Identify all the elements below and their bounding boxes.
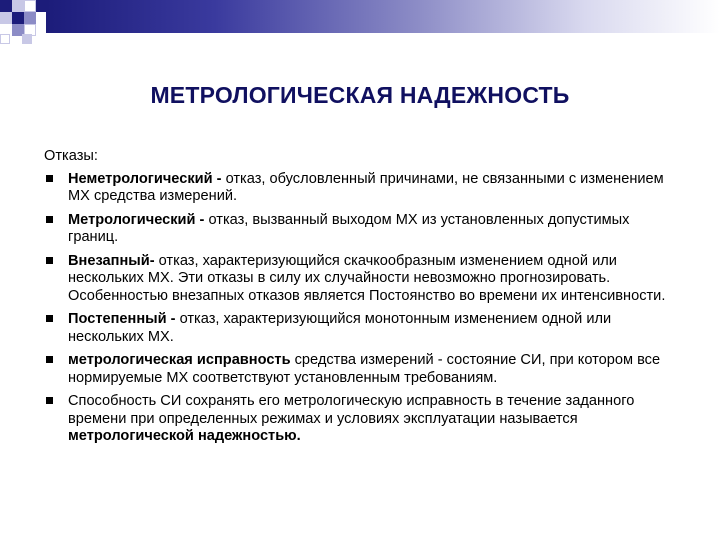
list-item — [44, 212, 680, 247]
slide-title: МЕТРОЛОГИЧЕСКАЯ НАДЕЖНОСТЬ — [150, 82, 570, 108]
slide-content — [44, 148, 680, 452]
header-gradient-bar — [46, 0, 720, 33]
decor-square — [24, 12, 36, 24]
decor-square — [12, 0, 24, 12]
list-item — [44, 253, 680, 306]
square-bullet-icon — [46, 315, 53, 322]
bullet-list — [44, 171, 680, 446]
decor-square — [24, 0, 36, 12]
decor-square — [36, 0, 46, 12]
definition-text: отказ, обусловленный причинами, не связанными с изменением МХ средства измерений. — [68, 170, 664, 204]
square-bullet-icon — [46, 216, 53, 223]
term-label: метрологическая исправность — [68, 352, 295, 368]
list-item — [44, 352, 680, 387]
intro-text: Отказы: — [44, 148, 98, 164]
term-label: Метрологический - — [68, 211, 209, 228]
definition-text: отказ, характеризующийся монотонным изменением одной или нескольких МХ. — [68, 311, 612, 345]
list-item — [44, 393, 680, 446]
decor-square — [0, 34, 10, 44]
square-bullet-icon — [46, 175, 53, 182]
decor-square — [22, 34, 32, 44]
header-decoration — [0, 0, 720, 46]
term-label: Неметрологический - — [68, 170, 226, 187]
square-bullet-icon — [46, 356, 53, 363]
definition-text: отказ, характеризующийся скачкообразным изменением одной или нескольких МХ. Эти отказы в силу их случайности невозможно прогнозировать. Особенностью внезапных отказов является Постоянство во времени их интенсивности. — [68, 252, 666, 304]
decor-square — [12, 12, 24, 24]
list-item — [44, 171, 680, 206]
definition-text: Способность СИ сохранять его метрологическую исправность в течение заданного времени при определенных режимах и условиях эксплуатации называется — [68, 393, 635, 427]
decor-square — [0, 12, 12, 24]
term-label: Постепенный - — [68, 311, 180, 327]
definition-text: отказ, вызванный выходом МХ из установленных допустимых границ. — [68, 211, 630, 245]
term-label: метрологической надежностью. — [68, 428, 301, 444]
square-bullet-icon — [46, 397, 53, 404]
square-bullet-icon — [46, 257, 53, 264]
term-label: Внезапный- — [68, 252, 159, 269]
decor-square — [0, 0, 12, 12]
list-item — [44, 311, 680, 346]
definition-text: средства измерений - состояние СИ, при котором все нормируемые МХ соответствуют установленным требованиям. — [68, 352, 661, 386]
